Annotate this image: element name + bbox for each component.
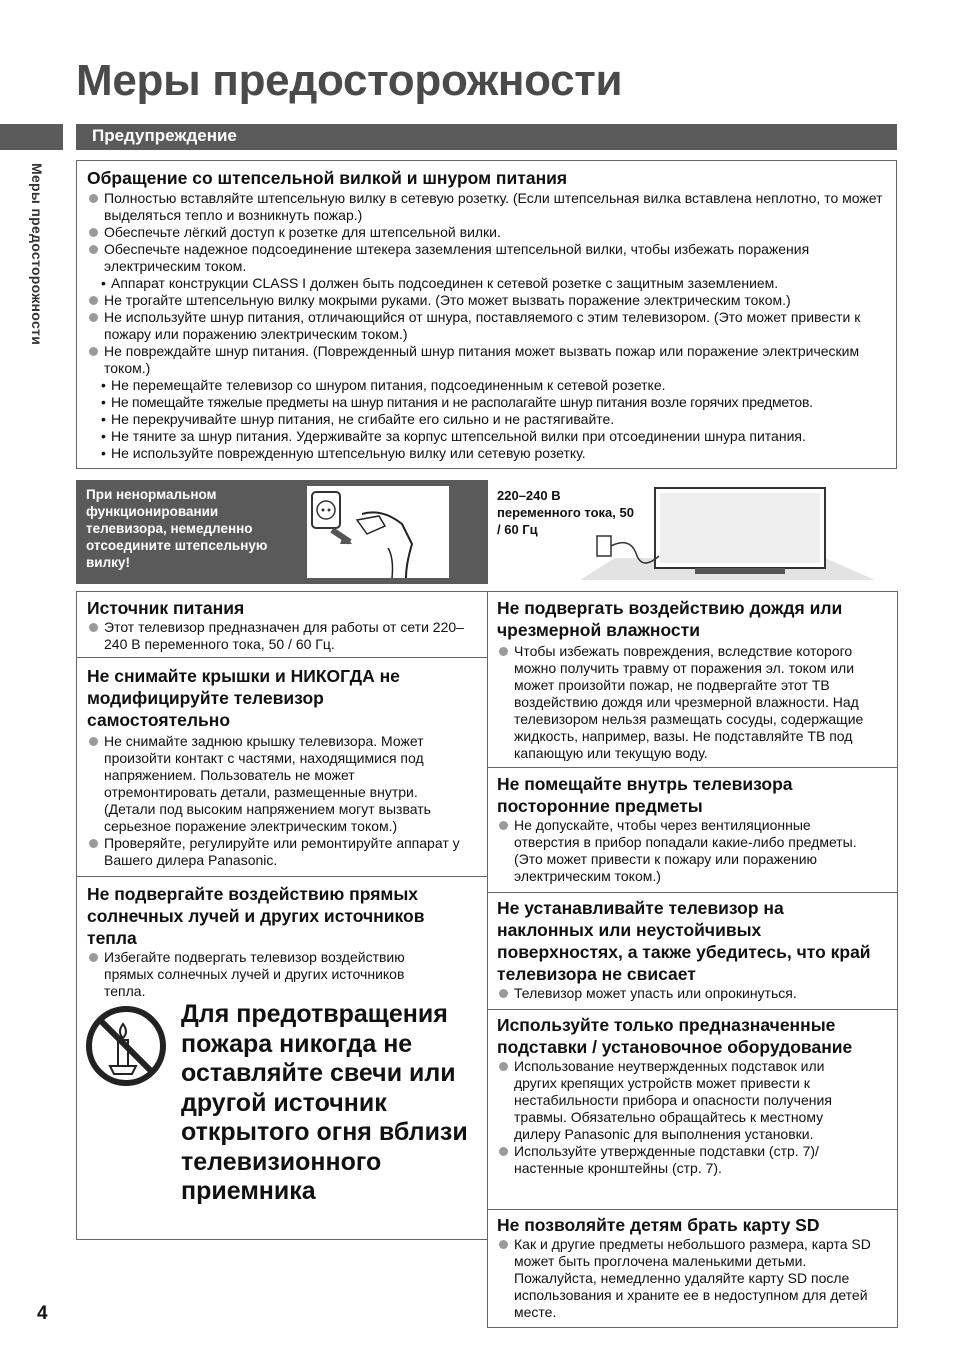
tv-illustration bbox=[575, 480, 885, 586]
plug-item: Не повреждайте шнур питания. (Поврежденный шнур питания может вызвать пожар или поражение электрическим током.) bbox=[87, 343, 888, 377]
no-cover-section bbox=[77, 658, 487, 877]
power-source-section bbox=[77, 592, 487, 658]
unstable-heading: Не устанавливайте телевизор на наклонных или неустойчивых поверхностях, а также убедитесь, что край телевизора не свисает bbox=[497, 898, 871, 984]
plug-subitem: • Не перекручивайте шнур питания, не сгибайте его сильно и не растягивайте. bbox=[87, 411, 888, 428]
sidebar-bar bbox=[0, 124, 63, 150]
plug-subitem: • Не перемещайте телевизор со шнуром питания, подсоединенным к сетевой розетке. bbox=[87, 377, 888, 394]
unplug-illustration bbox=[302, 484, 452, 580]
foreign-objects-heading: Не помещайте внутрь телевизора посторонние предметы bbox=[497, 774, 793, 816]
plug-item: Обеспечьте надежное подсоединение штекера заземления штепсельной вилки, чтобы избежать поражения электрическим током. bbox=[87, 241, 888, 275]
page-number: 4 bbox=[37, 1303, 48, 1324]
sd-card-heading: Не позволяйте детям брать карту SD bbox=[497, 1215, 820, 1235]
list-item: Чтобы избежать повреждения, вследствие которого можно получить травму от поражения эл. током или может произойти пожар, не подвергайте этот ТВ воздействию дождя или чрезмерной влажности. Над телевизором нельзя размещать сосуды, содержащие жидкость, например, вазы. Не подставляйте ТВ под капающую или текущую воду. bbox=[497, 643, 891, 762]
voltage-text: 220–240 В переменного тока, 50 / 60 Гц bbox=[497, 488, 634, 537]
list-item: Не снимайте заднюю крышку телевизора. Может произойти контакт с частями, находящимися под напряжением. Пользователь не может отремонтировать детали, размещенные внутри. (Детали под высоким напряжением могут вызвать серьезное поражение электрическим током.) bbox=[87, 733, 467, 835]
foreign-objects-section bbox=[488, 768, 897, 893]
plug-subitem: • Аппарат конструкции CLASS I должен быть подсоединен к сетевой розетке с защитным заземлением. bbox=[87, 275, 888, 292]
sunlight-heading: Не подвергайте воздействию прямых солнечных лучей и других источников тепла bbox=[87, 884, 425, 948]
plug-item: Обеспечьте лёгкий доступ к розетке для штепсельной вилки. bbox=[87, 224, 888, 241]
list-item: Не допускайте, чтобы через вентиляционные отверстия в прибор попадали какие-либо предметы. (Это может привести к пожару или поражению электрическим током.) bbox=[497, 817, 857, 885]
plug-subitem: • Не используйте поврежденную штепсельную вилку или сетевую розетку. bbox=[87, 445, 888, 462]
list-item: Этот телевизор предназначен для работы от сети 220–240 В переменного тока, 50 / 60 Гц. bbox=[87, 619, 479, 653]
page-title: Меры предосторожности bbox=[76, 56, 623, 105]
sidebar-label: Меры предосторожности bbox=[29, 163, 45, 346]
sd-card-section bbox=[488, 1210, 897, 1327]
unstable-section bbox=[488, 893, 897, 1010]
plug-box bbox=[76, 160, 897, 469]
list-item: Используйте утвержденные подставки (стр. 7)/ настенные кронштейны (стр. 7). bbox=[497, 1143, 857, 1177]
rain-heading: Не подвергать воздействию дождя или чрезмерной влажности bbox=[497, 598, 843, 640]
right-column bbox=[487, 591, 898, 1328]
plug-subitem: • Не тяните за шнур питания. Удерживайте за корпус штепсельной вилки при отсоединении шнура питания. bbox=[87, 428, 888, 445]
power-source-heading: Источник питания bbox=[87, 598, 245, 618]
list-item: Избегайте подвергать телевизор воздействию прямых солнечных лучей и других источников тепла. bbox=[87, 949, 442, 1000]
abnormal-text: При ненормальном функционировании телевизора, немедленно отсоедините штепсельную вилку! bbox=[86, 487, 268, 570]
list-item: Как и другие предметы небольшого размера, карта SD может быть проглочена маленькими детьми. Пожалуйста, немедленно удаляйте карту SD после использования и храните ее в недоступном для детей месте. bbox=[497, 1236, 891, 1321]
no-candle-icon bbox=[84, 1004, 168, 1088]
plug-subitem: • Не помещайте тяжелые предметы на шнур питания и не располагайте шнур питания возле горячих предметов. bbox=[87, 394, 888, 411]
list-item: Проверяйте, регулируйте или ремонтируйте аппарат у Вашего дилера Panasonic. bbox=[87, 835, 479, 869]
list-item: Использование неутвержденных подставок или других крепящих устройств может привести к нестабильности прибора и опасности получения травмы. Обязательно обращайтесь к местному дилеру Panasonic для выполнения установки. bbox=[497, 1058, 867, 1143]
list-item: Телевизор может упасть или опрокинуться. bbox=[497, 985, 891, 1002]
plug-item: Полностью вставляйте штепсельную вилку в сетевую розетку. (Если штепсельная вилка вставлена неплотно, то может выделяться тепло и возникнуть пожар.) bbox=[87, 190, 888, 224]
section-bar: Предупреждение bbox=[76, 124, 897, 150]
stands-heading: Используйте только предназначенные подставки / установочное оборудование bbox=[497, 1015, 853, 1057]
plug-heading: Обращение со штепсельной вилкой и шнуром питания bbox=[87, 168, 568, 188]
rain-section bbox=[488, 592, 897, 768]
no-cover-heading: Не снимайте крышки и НИКОГДА не модифицируйте телевизор самостоятельно bbox=[87, 666, 400, 730]
stands-section bbox=[488, 1010, 897, 1210]
plug-item: Не используйте шнур питания, отличающийся от шнура, поставляемого с этим телевизором. (Это может привести к пожару или поражению электрическим током.) bbox=[87, 309, 888, 343]
plug-item: Не трогайте штепсельную вилку мокрыми руками. (Это может вызвать поражение электрическим током.) bbox=[87, 292, 888, 309]
abnormal-panel bbox=[76, 480, 488, 584]
fire-warning: Для предотвращения пожара никогда не оставляйте свечи или другой источник открытого огня вблизи телевизионного приемника bbox=[181, 1000, 468, 1205]
